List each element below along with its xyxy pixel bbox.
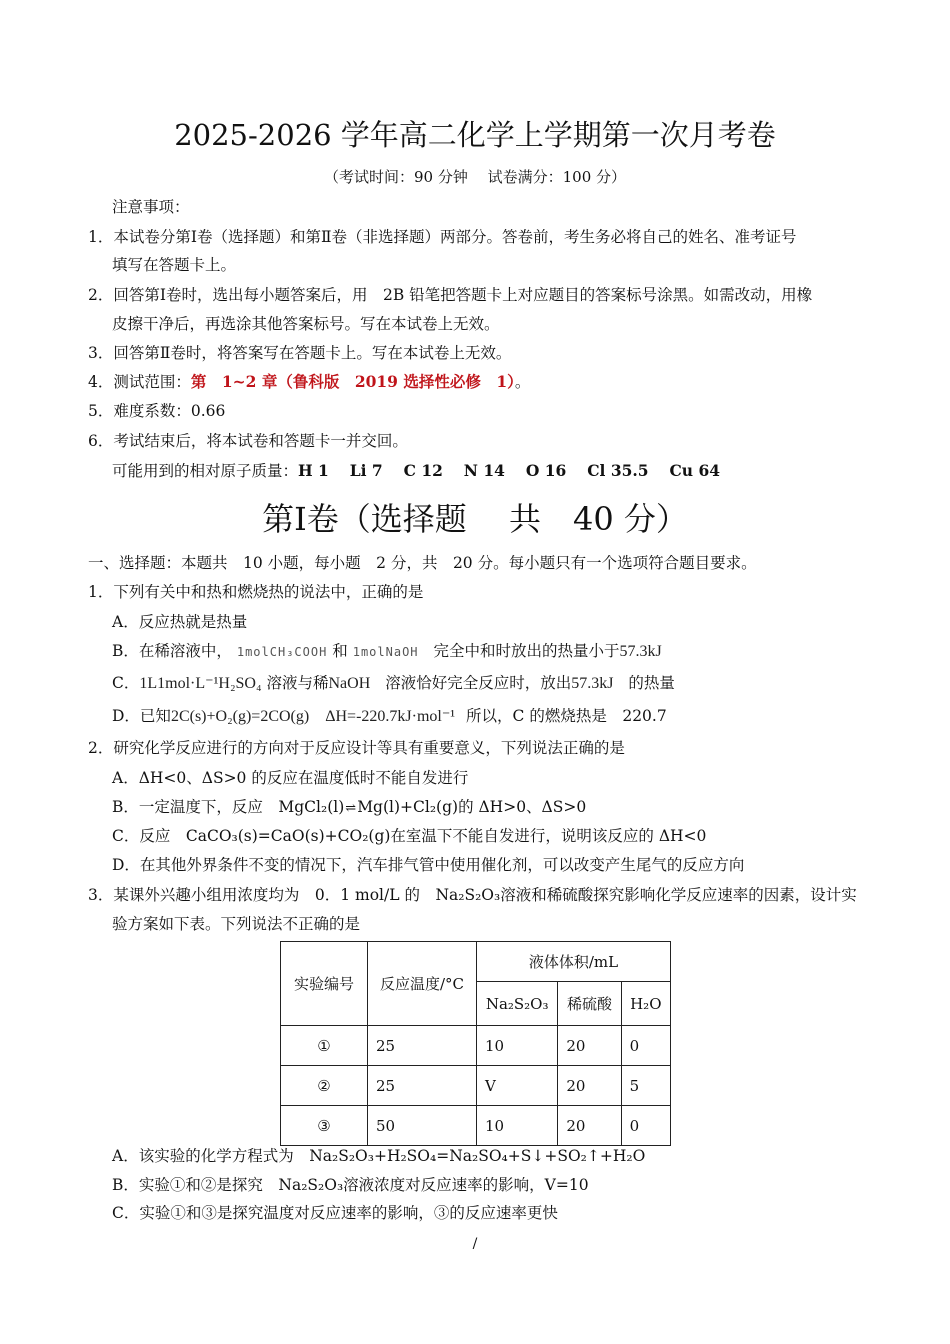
note-1-line2: 填写在答题卡上。 [112, 256, 237, 274]
q1-b-formula-1: 1molCH₃COOH [236, 645, 328, 659]
table-subheader: H₂O [621, 982, 670, 1026]
atomic-mass-label: 可能用到的相对原子质量： [112, 462, 299, 480]
table-subheader: Na₂S₂O₃ [477, 982, 558, 1026]
note-2-line2: 皮擦干净后，再选涂其他答案标号。写在本试卷上无效。 [112, 315, 500, 333]
note-4 [88, 371, 530, 393]
section-title: 第Ⅰ卷（选择题 共 40 分） [262, 500, 688, 538]
table-cell: 5 [621, 1066, 670, 1106]
experiment-table [280, 941, 671, 1146]
table-cell: 10 [477, 1026, 558, 1066]
q2-stem: 2．研究化学反应进行的方向对于反应设计等具有重要意义，下列说法正确的是 [88, 739, 625, 757]
q1-b-formula-2: 1molNaOH [352, 645, 419, 659]
q2-option-b [112, 796, 586, 820]
q1-option-d [112, 705, 667, 728]
table-cell: 25 [368, 1026, 477, 1066]
atomic-mass-line [112, 460, 720, 482]
table-row [281, 1066, 671, 1106]
atomic-mass-values: H 1 Li 7 C 12 N 14 O 16 Cl 35.5 Cu 64 [298, 461, 721, 480]
table-header-id: 实验编号 [281, 942, 368, 1026]
q3-option-b: B．实验①和②是探究 Na₂S₂O₃溶液浓度对反应速率的影响，V=10 [112, 1176, 589, 1194]
table-cell: 10 [477, 1106, 558, 1146]
note-4-suffix: 。 [514, 373, 531, 391]
q1-c-formula-3: 57.3kJ [571, 675, 614, 692]
q3-option-a: A．该实验的化学方程式为 Na₂S₂O₃+H₂SO₄=Na₂SO₄+S↓+SO₂↑+H₂O [112, 1147, 646, 1165]
table-cell: 0 [621, 1026, 670, 1066]
table-row [281, 1026, 671, 1066]
q2-option-a: A．ΔH<0、ΔS>0 的反应在温度低时不能自发进行 [112, 769, 469, 787]
q1-d-formula: 2C(s)+O₂(g)=2CO(g) ΔH=-220.7kJ·mol⁻¹ [170, 708, 456, 725]
table-header-temp: 反应温度/°C [368, 942, 477, 1026]
table-cell: 20 [558, 1066, 621, 1106]
q1-c-formula-1: 1L1mol·L⁻¹H₂SO₄ [139, 675, 262, 692]
page-footer: / [472, 1236, 478, 1252]
note-3: 3．回答第Ⅱ卷时，将答案写在答题卡上。写在本试卷上无效。 [88, 344, 512, 362]
q1-b-post: 完全中和时放出的热量小于 [433, 642, 620, 660]
q1-b-pre: B．在稀溶液中， [112, 642, 232, 660]
exam-subtitle: （考试时间：90 分钟 试卷满分：100 分） [323, 168, 627, 186]
q2-b-post: Mg(l)+Cl₂(g)的 ΔH>0、ΔS>0 [357, 798, 587, 816]
q1-option-a: A．反应热就是热量 [112, 613, 248, 631]
q2-option-c: C．反应 CaCO₃(s)=CaO(s)+CO₂(g)在室温下不能自发进行，说明该反应的 ΔH<0 [112, 827, 707, 845]
note-5: 5．难度系数：0.66 [88, 402, 226, 420]
table-cell: 20 [558, 1106, 621, 1146]
q2-b-pre: B．一定温度下，反应 MgCl₂(l) [112, 798, 345, 816]
table-cell: ③ [281, 1106, 368, 1146]
note-6: 6．考试结束后，将本试卷和答题卡一并交回。 [88, 432, 408, 450]
table-cell: 0 [621, 1106, 670, 1146]
q1-stem: 1．下列有关中和热和燃烧热的说法中，正确的是 [88, 583, 424, 601]
q2-option-d: D．在其他外界条件不变的情况下，汽车排气管中使用催化剂，可以改变产生尾气的反应方向 [112, 856, 745, 874]
q1-c-mid1: 溶液与稀 [266, 674, 329, 692]
q1-option-c [112, 672, 675, 695]
table-cell: 25 [368, 1066, 477, 1106]
q1-c-pre: C． [112, 674, 140, 692]
table-cell: V [477, 1066, 558, 1106]
q1-c-post: 的热量 [628, 674, 675, 692]
table-cell: ① [281, 1026, 368, 1066]
q1-d-post: 所以，C 的燃烧热是 220.7 [466, 707, 667, 725]
note-4-prefix: 4．测试范围： [88, 373, 191, 391]
q1-c-formula-2: NaOH [328, 675, 371, 692]
q3-stem-line2: 验方案如下表。下列说法不正确的是 [112, 915, 361, 933]
q1-option-b [112, 640, 662, 663]
q1-c-mid2: 溶液恰好完全反应时，放出 [385, 674, 572, 692]
table-header-volume: 液体体积/mL [477, 942, 671, 982]
q1-d-pre: D．已知 [112, 707, 171, 725]
section-intro: 一、选择题：本题共 10 小题，每小题 2 分，共 20 分。每小题只有一个选项符合题目要求。 [88, 554, 757, 572]
q3-stem-line1: 3．某课外兴趣小组用浓度均为 0．1 mol/L 的 Na₂S₂O₃溶液和稀硫酸探究影响化学反应速率的因素，设计实 [88, 886, 857, 904]
table-cell: 20 [558, 1026, 621, 1066]
equilibrium-arrow-icon: ⇌ [345, 801, 357, 816]
note-4-range: 第 1~2 章（鲁科版 2019 选择性必修 1） [190, 372, 515, 391]
note-1-line1: 1．本试卷分第Ⅰ卷（选择题）和第Ⅱ卷（非选择题）两部分。答卷前，考生务必将自己的姓名、准考证号 [88, 228, 797, 246]
table-cell: ② [281, 1066, 368, 1106]
q3-option-c: C．实验①和③是探究温度对反应速率的影响，③的反应速率更快 [112, 1204, 558, 1222]
note-2-line1: 2．回答第Ⅰ卷时，选出每小题答案后，用 2B 铅笔把答题卡上对应题目的答案标号涂黑。如需改动，用橡 [88, 286, 813, 304]
table-row [281, 1106, 671, 1146]
q1-b-mid: 和 [332, 642, 348, 660]
q1-b-formula-3: 57.3kJ [619, 643, 662, 660]
exam-title: 2025-2026 学年高二化学上学期第一次月考卷 [174, 118, 776, 152]
table-cell: 50 [368, 1106, 477, 1146]
table-subheader: 稀硫酸 [558, 982, 621, 1026]
notes-heading: 注意事项： [112, 198, 190, 216]
